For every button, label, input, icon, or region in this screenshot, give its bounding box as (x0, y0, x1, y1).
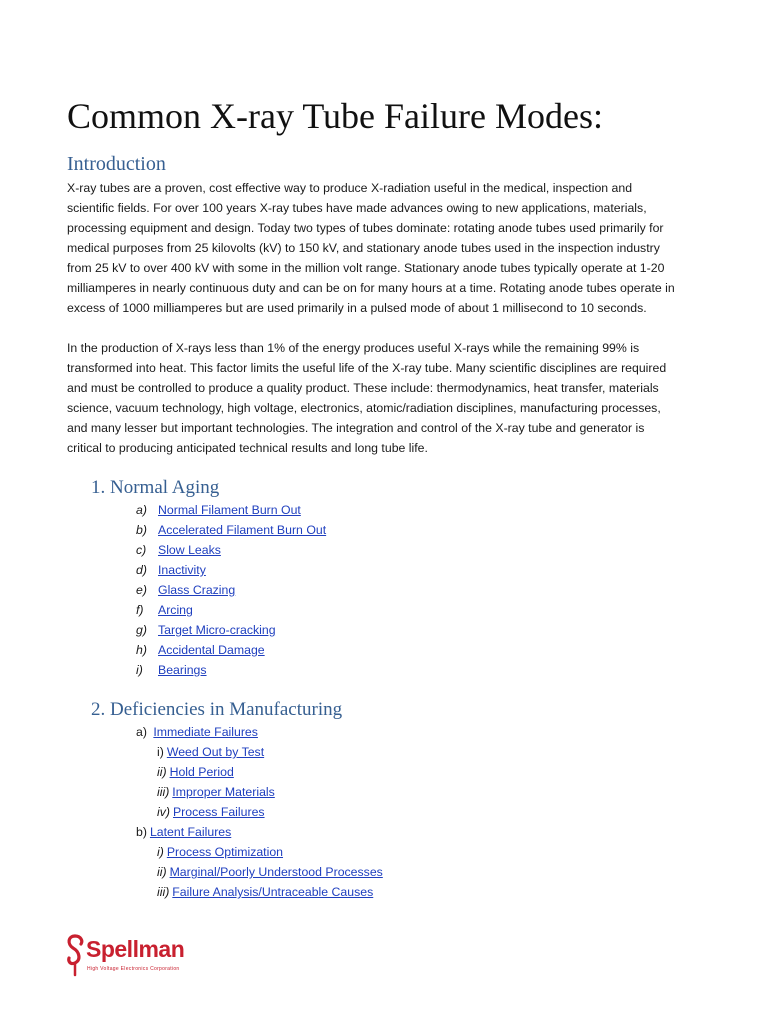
text-line: and many lesser but important technologies. The integration and control of the X-ray tube and generator is (67, 421, 645, 435)
list-item (136, 560, 326, 580)
link-accidental-damage[interactable]: Accidental Damage (158, 643, 265, 657)
text-line: critical to producing anticipated technical results and long tube life. (67, 441, 428, 455)
text-line: In the production of X-rays less than 1% of the energy produces useful X-rays while the remaining 99% is (67, 341, 640, 355)
list-item (0, 802, 768, 822)
link-failure-analysis-untraceable-causes[interactable]: Failure Analysis/Untraceable Causes (172, 885, 374, 899)
list-marker: i) (157, 845, 164, 859)
list-marker: b) (136, 825, 147, 839)
list-item (136, 600, 326, 620)
list-item (0, 862, 768, 882)
link-latent-failures[interactable]: Latent Failures (149, 825, 232, 839)
list-item (136, 620, 326, 640)
link-arcing[interactable]: Arcing (158, 603, 193, 617)
list-item (0, 742, 768, 762)
logo-wordmark: Spellman (86, 936, 185, 962)
logo-tagline: High Voltage Electronics Corporation (87, 966, 180, 972)
list-marker: iv) (157, 805, 170, 819)
text-line: medical purposes from 25 kilovolts (kV) to 150 kV, and stationary anode tubes used in the inspection industry (67, 241, 660, 255)
spellman-logo (64, 933, 214, 981)
list-item (136, 520, 326, 540)
text-line: X-ray tubes are a proven, cost effective way to produce X-radiation useful in the medical, inspection and (67, 181, 633, 195)
link-process-failures[interactable]: Process Failures (172, 805, 265, 819)
list-marker: g) (136, 623, 147, 637)
list-item (0, 822, 768, 842)
list-marker: a) (136, 503, 147, 517)
link-marginal-poorly-understood-processes[interactable]: Marginal/Poorly Understood Processes (169, 865, 383, 879)
text-line: processing equipment and design. Today two types of tubes dominate: rotating anode tubes used primarily for (67, 221, 664, 235)
link-slow-leaks[interactable]: Slow Leaks (158, 543, 221, 557)
link-process-optimization[interactable]: Process Optimization (166, 845, 284, 859)
document-title: Common X-ray Tube Failure Modes: (67, 96, 603, 136)
text-line: from 25 kV to over 400 kV with some in the million volt range. Stationary anode tubes typically operate at 1-20 (67, 261, 665, 275)
normal-aging-list (136, 500, 326, 680)
list-item (136, 580, 326, 600)
text-line: transformed into heat. This factor limits the useful life of the X-ray tube. Many scientific disciplines are required (67, 361, 667, 375)
text-line: milliamperes in nearly continuous duty and can be on for many hours at a time. Rotating anode tubes operate in (67, 281, 675, 295)
text-line: science, vacuum technology, high voltage, electronics, atomic/radiation disciplines, manufacturing processes, (67, 401, 661, 415)
link-bearings[interactable]: Bearings (158, 663, 207, 677)
list-item (0, 762, 768, 782)
link-immediate-failures[interactable]: Immediate Failures (153, 725, 258, 739)
list-marker: e) (136, 583, 147, 597)
link-hold-period[interactable]: Hold Period (169, 765, 234, 779)
list-marker: iii) (157, 785, 170, 799)
list-marker: f) (136, 603, 144, 617)
text-line: scientific fields. For over 100 years X-ray tubes have made advances owing to new applications, materials, (67, 201, 647, 215)
list-marker: ii) (157, 765, 167, 779)
link-weed-out-by-test[interactable]: Weed Out by Test (166, 745, 265, 759)
list-marker: d) (136, 563, 147, 577)
link-accelerated-filament-burn-out[interactable]: Accelerated Filament Burn Out (158, 523, 327, 537)
list-item (0, 722, 768, 742)
list-marker: ii) (157, 865, 167, 879)
list-marker: iii) (157, 885, 170, 899)
list-marker: i) (157, 745, 164, 759)
intro-heading: Introduction (67, 153, 166, 175)
spellman-s-icon (64, 933, 86, 977)
intro-paragraph-2 (67, 338, 707, 458)
link-target-micro-cracking[interactable]: Target Micro-cracking (158, 623, 276, 637)
list-item (136, 660, 326, 680)
list-item (0, 882, 768, 902)
intro-paragraph-1 (67, 178, 707, 318)
list-item (0, 782, 768, 802)
text-line: excess of 1000 milliamperes but are used primarily in a pulsed mode of about 1 millisecond to 10 seconds. (67, 301, 647, 315)
list-item (136, 540, 326, 560)
list-marker: c) (136, 543, 147, 557)
link-normal-filament-burn-out[interactable]: Normal Filament Burn Out (158, 503, 301, 517)
list-marker: a) (136, 725, 147, 739)
text-line: and must be controlled to produce a quality product. These include: thermodynamics, heat transfer, materials (67, 381, 659, 395)
list-marker: h) (136, 643, 147, 657)
list-item (0, 842, 768, 862)
manufacturing-deficiencies-list (0, 722, 768, 902)
list-item (136, 640, 326, 660)
list-marker: i) (136, 663, 143, 677)
section-heading-normal-aging: 1. Normal Aging (91, 477, 220, 498)
list-item (136, 500, 326, 520)
link-improper-materials[interactable]: Improper Materials (172, 785, 275, 799)
link-glass-crazing[interactable]: Glass Crazing (158, 583, 236, 597)
list-marker: b) (136, 523, 147, 537)
section-heading-deficiencies: 2. Deficiencies in Manufacturing (91, 699, 343, 720)
link-inactivity[interactable]: Inactivity (158, 563, 206, 577)
